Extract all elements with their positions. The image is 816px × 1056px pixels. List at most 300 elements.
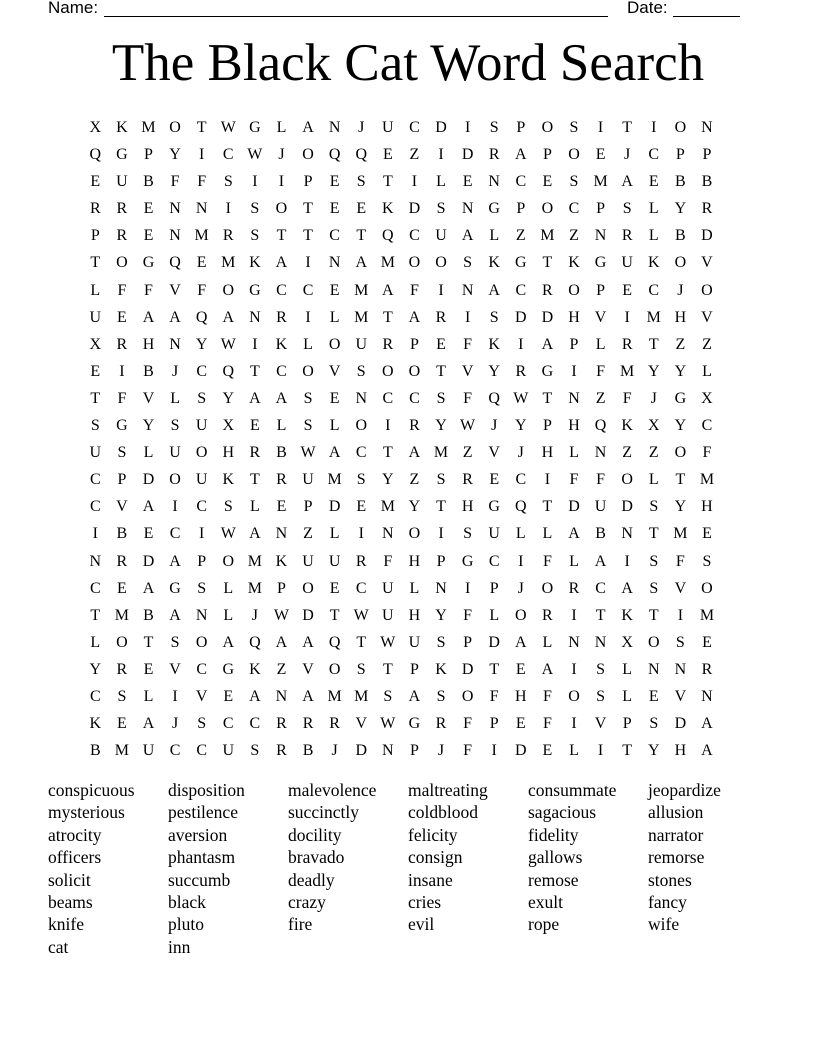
grid-letter: L [143, 444, 154, 462]
grid-letter: Y [408, 498, 421, 516]
grid-letter: N [275, 687, 288, 705]
grid-letter: S [596, 687, 606, 705]
grid-letter: D [142, 552, 155, 570]
grid-letter: K [488, 335, 500, 353]
grid-letter: Y [488, 362, 500, 380]
grid-letter: S [356, 471, 366, 489]
grid-letter: E [329, 200, 340, 218]
grid-letter: A [169, 606, 181, 624]
grid-letter: A [142, 579, 155, 597]
word-list-item: disposition [168, 780, 245, 800]
grid-letter: A [382, 281, 394, 299]
grid-letter: F [596, 362, 606, 380]
grid-letter: T [436, 498, 446, 516]
word-list-item: consign [408, 847, 463, 868]
grid-letter: U [302, 471, 314, 489]
grid-letter: J [517, 444, 524, 462]
grid-letter: E [356, 200, 367, 218]
grid-letter: U [142, 742, 155, 760]
grid-letter: R [276, 742, 287, 760]
grid-letter: E [436, 335, 446, 353]
grid-letter: V [594, 715, 607, 733]
grid-letter: C [249, 715, 261, 733]
grid-letter: P [90, 227, 100, 245]
grid-letter: J [171, 362, 179, 380]
grid-letter: R [276, 715, 287, 733]
grid-letter: I [624, 308, 630, 326]
grid-letter: D [355, 742, 368, 760]
word-list-item: phantasm [168, 847, 236, 868]
grid-letter: C [409, 119, 420, 136]
grid-letter: S [223, 498, 233, 516]
grid-letter: G [169, 579, 181, 597]
grid-letter: U [382, 579, 394, 597]
grid-letter: E [117, 308, 127, 326]
grid-letter: M [380, 254, 395, 272]
grid-letter: L [249, 498, 260, 516]
grid-letter: B [143, 173, 154, 191]
grid-letter: C [196, 362, 207, 380]
grid-letter: C [355, 444, 367, 462]
grid-letter: L [515, 525, 526, 543]
grid-letter: L [622, 660, 633, 678]
grid-letter: U [222, 742, 235, 760]
grid-letter: N [328, 254, 341, 272]
grid-letter: P [596, 200, 606, 218]
grid-letter: O [568, 281, 580, 299]
grid-letter: I [518, 552, 524, 570]
grid-letter: O [674, 444, 687, 462]
grid-letter: P [516, 119, 526, 136]
grid-letter: U [488, 525, 500, 543]
grid-letter: S [649, 579, 659, 597]
word-list-item: maltreating [408, 780, 488, 800]
grid-letter: L [276, 119, 287, 136]
grid-letter: R [302, 715, 314, 733]
grid-letter: R [116, 660, 128, 678]
grid-letter: D [435, 119, 447, 136]
grid-letter: O [568, 146, 580, 164]
word-list-item: gallows [528, 847, 583, 868]
grid-letter: S [436, 471, 446, 489]
grid-letter: S [356, 362, 366, 380]
grid-letter: N [568, 389, 580, 407]
word-list-item: officers [48, 847, 102, 868]
grid-letter: O [701, 579, 713, 597]
grid-letter: B [595, 525, 606, 543]
grid-letter: M [620, 362, 635, 380]
grid-letter: N [382, 525, 394, 543]
grid-letter: W [300, 444, 316, 462]
grid-letter: O [275, 200, 288, 218]
grid-letter: I [278, 173, 285, 191]
grid-letter: C [222, 146, 234, 164]
grid-letter: E [90, 173, 101, 191]
grid-letter: Y [674, 417, 687, 435]
grid-letter: A [275, 254, 288, 272]
grid-letter: E [329, 579, 340, 597]
grid-letter: E [382, 146, 393, 164]
grid-letter: J [278, 146, 285, 164]
grid-letter: C [169, 525, 181, 543]
grid-letter: O [515, 606, 527, 624]
grid-letter: M [593, 173, 608, 191]
grid-letter: C [276, 281, 287, 299]
grid-letter: R [116, 200, 128, 218]
grid-letter: O [116, 254, 128, 272]
grid-letter: D [541, 308, 554, 326]
grid-letter: R [116, 227, 128, 245]
grid-letter: S [383, 687, 393, 705]
grid-letter: T [303, 200, 313, 218]
grid-letter: I [544, 471, 551, 489]
grid-letter: O [674, 119, 687, 136]
grid-letter: A [408, 308, 421, 326]
word-list-item: insane [408, 869, 453, 890]
grid-letter: E [648, 173, 659, 191]
grid-letter: I [199, 146, 205, 164]
grid-letter: U [382, 119, 394, 136]
grid-letter: L [170, 389, 180, 407]
grid-letter: M [433, 444, 449, 462]
grid-letter: E [90, 362, 101, 380]
word-list-item: succumb [168, 869, 231, 890]
grid-letter: T [356, 633, 367, 651]
grid-letter: I [571, 715, 577, 733]
grid-letter: O [461, 687, 474, 705]
grid-letter: W [513, 389, 529, 407]
grid-letter: I [252, 173, 258, 191]
grid-letter: E [117, 579, 127, 597]
grid-letter: U [408, 633, 421, 651]
word-list-item: wife [648, 914, 680, 935]
grid-letter: Z [409, 146, 420, 164]
grid-letter: Q [594, 417, 607, 435]
grid-letter: E [143, 525, 154, 543]
grid-letter: G [461, 552, 474, 570]
grid-letter: E [622, 281, 633, 299]
grid-letter: W [220, 119, 236, 136]
grid-letter: K [647, 254, 660, 272]
grid-letter: G [488, 498, 500, 516]
grid-letter: A [249, 389, 261, 407]
grid-letter: X [621, 633, 633, 651]
grid-letter: T [648, 335, 659, 353]
grid-letter: E [595, 146, 606, 164]
grid-letter: O [408, 525, 421, 543]
grid-letter: Y [89, 660, 102, 678]
grid-letter: N [701, 119, 713, 136]
grid-letter: V [116, 498, 128, 516]
grid-letter: Y [195, 335, 208, 353]
grid-letter: Y [142, 417, 155, 435]
grid-letter: A [142, 715, 155, 733]
grid-letter: G [541, 362, 554, 380]
grid-letter: P [489, 579, 499, 597]
grid-letter: D [302, 606, 314, 624]
grid-letter: A [249, 687, 261, 705]
grid-letter: A [302, 119, 314, 136]
grid-letter: Y [647, 362, 660, 380]
grid-letter: T [329, 606, 340, 624]
grid-letter: E [143, 227, 154, 245]
grid-letter: F [197, 173, 207, 191]
grid-letter: M [354, 281, 369, 299]
grid-letter: N [435, 579, 447, 597]
grid-letter: O [302, 579, 314, 597]
grid-letter: S [569, 119, 579, 136]
grid-letter: W [380, 633, 396, 651]
grid-letter: M [699, 606, 715, 624]
grid-letter: N [169, 227, 181, 245]
grid-letter: A [621, 173, 633, 191]
word-list-item: mysterious [48, 802, 125, 823]
grid-letter: U [594, 498, 607, 516]
grid-letter: M [673, 525, 688, 543]
grid-letter: W [247, 146, 263, 164]
grid-letter: E [462, 173, 473, 191]
grid-letter: A [515, 146, 527, 164]
grid-letter: L [303, 335, 313, 353]
grid-letter: B [89, 742, 101, 760]
grid-letter: P [409, 660, 419, 678]
grid-letter: R [435, 715, 447, 733]
grid-letter: R [701, 660, 713, 678]
grid-letter: N [195, 200, 208, 218]
grid-letter: C [648, 146, 660, 164]
grid-letter: C [515, 471, 527, 489]
grid-letter: N [594, 633, 607, 651]
grid-letter: L [702, 362, 712, 380]
grid-letter: S [596, 660, 606, 678]
grid-letter: M [247, 552, 262, 570]
grid-letter: R [621, 335, 633, 353]
grid-letter: R [382, 335, 394, 353]
grid-letter: S [436, 633, 446, 651]
grid-letter: M [327, 471, 342, 489]
grid-letter: V [488, 444, 500, 462]
grid-letter: O [701, 281, 713, 299]
grid-letter: H [142, 335, 155, 353]
grid-letter: N [169, 335, 181, 353]
grid-letter: I [92, 525, 98, 543]
grid-letter: O [195, 633, 208, 651]
grid-letter: K [222, 471, 235, 489]
grid-letter: T [675, 471, 686, 489]
grid-letter: W [380, 715, 396, 733]
grid-letter: S [622, 200, 632, 218]
grid-letter: A [222, 633, 235, 651]
grid-letter: R [222, 227, 234, 245]
grid-letter: P [596, 281, 606, 299]
grid-letter: C [488, 552, 500, 570]
grid-letter: U [89, 444, 102, 462]
grid-letter: A [515, 633, 527, 651]
grid-letter: L [569, 742, 579, 760]
grid-letter: B [302, 742, 314, 760]
grid-letter: I [571, 362, 577, 380]
grid-letter: A [142, 308, 155, 326]
grid-letter: O [674, 254, 687, 272]
grid-letter: J [358, 119, 365, 136]
grid-letter: M [646, 308, 661, 326]
grid-letter: M [141, 119, 156, 136]
grid-letter: X [647, 417, 660, 435]
grid-letter: L [648, 227, 659, 245]
grid-letter: A [541, 335, 554, 353]
grid-letter: J [650, 389, 657, 407]
grid-letter: L [622, 687, 633, 705]
grid-letter: N [594, 227, 607, 245]
grid-letter: I [597, 742, 604, 760]
grid-letter: Z [462, 444, 473, 462]
grid-letter: F [622, 389, 632, 407]
grid-letter: B [701, 173, 713, 191]
grid-letter: E [143, 660, 154, 678]
grid-letter: B [143, 606, 154, 624]
grid-letter: Q [355, 146, 368, 164]
grid-letter: Y [515, 417, 527, 435]
grid-letter: C [302, 281, 314, 299]
grid-letter: U [382, 606, 394, 624]
grid-letter: N [89, 552, 102, 570]
grid-letter: N [647, 660, 660, 678]
grid-letter: U [435, 227, 447, 245]
grid-letter: P [569, 335, 579, 353]
grid-letter: V [674, 687, 687, 705]
grid-letter: K [382, 200, 394, 218]
grid-letter: O [222, 281, 235, 299]
grid-letter: U [302, 552, 314, 570]
grid-letter: K [621, 417, 633, 435]
grid-letter: E [329, 281, 340, 299]
grid-letter: I [571, 606, 577, 624]
grid-letter: S [436, 687, 446, 705]
word-list-item: fire [288, 914, 313, 935]
grid-letter: N [328, 119, 341, 136]
grid-letter: C [196, 742, 207, 760]
grid-letter: S [489, 119, 499, 136]
grid-letter: I [491, 742, 497, 760]
grid-letter: F [463, 389, 473, 407]
grid-letter: S [117, 444, 127, 462]
grid-letter: G [594, 254, 607, 272]
grid-letter: S [436, 389, 446, 407]
grid-letter: L [143, 687, 154, 705]
grid-letter: Q [382, 227, 394, 245]
grid-letter: A [701, 742, 713, 760]
grid-letter: F [117, 281, 127, 299]
grid-letter: Q [488, 389, 500, 407]
grid-letter: S [250, 200, 260, 218]
grid-letter: L [489, 227, 500, 245]
grid-letter: P [409, 335, 419, 353]
grid-letter: U [116, 173, 128, 191]
grid-letter: N [382, 742, 394, 760]
grid-letter: Y [169, 146, 181, 164]
date-label: Date: [627, 0, 668, 17]
grid-letter: V [195, 687, 208, 705]
grid-letter: S [117, 687, 127, 705]
grid-letter: M [380, 498, 395, 516]
word-list-item: pluto [168, 914, 204, 935]
grid-letter: L [436, 173, 446, 191]
grid-letter: F [675, 552, 685, 570]
grid-letter: T [90, 606, 101, 624]
grid-letter: C [648, 281, 660, 299]
word-list-item: remorse [648, 847, 705, 868]
grid-letter: P [542, 146, 552, 164]
grid-letter: P [117, 471, 127, 489]
grid-letter: F [596, 471, 606, 489]
grid-letter: I [438, 146, 444, 164]
grid-letter: H [461, 498, 474, 516]
grid-letter: U [355, 335, 368, 353]
grid-letter: C [222, 715, 234, 733]
grid-letter: O [169, 471, 181, 489]
grid-letter: R [276, 471, 287, 489]
grid-letter: F [117, 389, 127, 407]
word-list-item: felicity [408, 824, 458, 845]
word-list-item: deadly [288, 869, 335, 890]
grid-letter: F [409, 281, 419, 299]
grid-letter: U [328, 552, 341, 570]
grid-letter: E [702, 633, 712, 651]
word-list-item: coldblood [408, 802, 478, 823]
grid-letter: H [408, 552, 421, 570]
grid-letter: F [463, 715, 473, 733]
grid-letter: T [542, 254, 553, 272]
grid-letter: F [702, 444, 712, 462]
grid-letter: V [302, 660, 314, 678]
grid-letter: Z [648, 444, 659, 462]
grid-letter: C [89, 579, 101, 597]
grid-letter: U [195, 417, 208, 435]
grid-letter: H [515, 687, 527, 705]
grid-letter: R [249, 444, 261, 462]
word-list-item: crazy [288, 891, 326, 912]
grid-letter: T [648, 525, 659, 543]
grid-letter: D [674, 715, 687, 733]
grid-letter: P [542, 417, 552, 435]
grid-letter: D [328, 498, 341, 516]
grid-letter: T [382, 660, 393, 678]
grid-letter: I [305, 254, 311, 272]
grid-letter: C [196, 498, 207, 516]
grid-letter: R [409, 417, 420, 435]
grid-letter: S [649, 715, 659, 733]
grid-letter: A [541, 660, 554, 678]
grid-letter: L [90, 281, 101, 299]
grid-letter: N [461, 200, 474, 218]
grid-letter: E [223, 687, 234, 705]
grid-letter: Q [328, 633, 341, 651]
grid-letter: D [488, 633, 500, 651]
word-list-item: conspicuous [48, 780, 135, 800]
grid-letter: V [355, 715, 368, 733]
grid-letter: X [222, 417, 235, 435]
grid-letter: I [464, 579, 471, 597]
grid-letter: I [518, 335, 524, 353]
grid-letter: H [674, 742, 687, 760]
page-title: The Black Cat Word Search [111, 34, 705, 92]
grid-letter: D [142, 471, 155, 489]
grid-letter: V [169, 660, 181, 678]
grid-letter: S [356, 173, 366, 191]
word-list-item: narrator [648, 824, 704, 845]
grid-letter: K [488, 254, 500, 272]
grid-letter: K [249, 254, 261, 272]
